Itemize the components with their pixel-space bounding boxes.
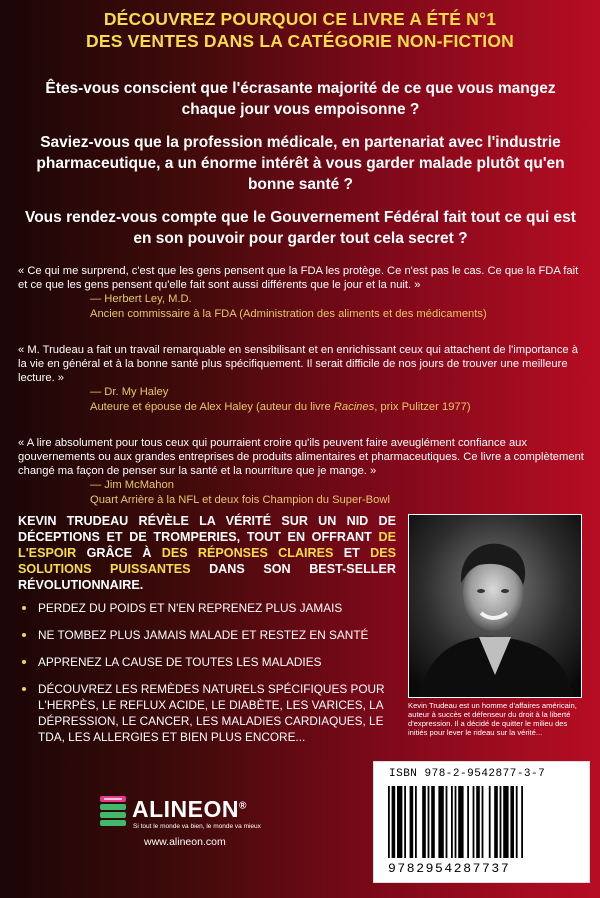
publisher-url: www.alineon.com bbox=[144, 836, 226, 848]
barcode-bar bbox=[388, 786, 390, 858]
testimonial-1 bbox=[18, 264, 588, 321]
list-item: PERDEZ DU POIDS ET N'EN REPRENEZ PLUS JAMAIS bbox=[18, 600, 398, 616]
testimonial-text: « Ce qui me surprend, c'est que les gens pensent que la FDA les protège. Ce n'est pas le cas. Ce que la FDA fait et ce que les gens pensent qu'elle fait sont aussi différents que le jour et la nuit. » bbox=[18, 265, 579, 292]
alineon-mark-icon bbox=[100, 796, 130, 832]
intro-highlight-solutions: DES SOLUTIONS PUISSANTES bbox=[18, 546, 397, 576]
barcode-bar bbox=[482, 786, 484, 858]
testimonial-2 bbox=[18, 343, 588, 414]
role-book-title: Racines bbox=[333, 400, 375, 413]
question-2: Saviez-vous que la profession médicale, en partenariat avec l'industrie pharmaceutique, a un énorme intérêt à vous garder malade plutôt qu'en bonne santé ? bbox=[36, 134, 565, 193]
barcode-bar bbox=[473, 786, 475, 858]
barcode-bar bbox=[397, 786, 402, 858]
list-item: DÉCOUVREZ LES REMÈDES NATURELS SPÉCIFIQUES POUR L'HERPÈS, LE REFLUX ACIDE, LE DIABÈTE, LES VARICES, LA DÉPRESSION, LE CANCER, LES MALADIES CARDIAQUES, LE TDA, LES ALLERGIES ET BIEN PLUS ENCORE... bbox=[18, 681, 398, 745]
barcode-bar bbox=[521, 786, 523, 858]
barcode-bar bbox=[392, 786, 396, 858]
testimonial-author: — Dr. My Haley bbox=[90, 386, 169, 399]
headline-line-2: DES VENTES DANS LA CATÉGORIE NON-FICTION bbox=[85, 31, 515, 51]
author-portrait-illustration bbox=[409, 515, 581, 697]
barcode-bar bbox=[458, 786, 463, 858]
benefits-list bbox=[18, 600, 398, 745]
intro-highlight-answers: DES RÉPONSES CLAIRES bbox=[161, 546, 334, 560]
registered-mark: ® bbox=[239, 800, 247, 812]
testimonial-author: — Jim McMahon bbox=[90, 479, 174, 492]
logo-wordmark bbox=[132, 796, 247, 823]
author-photo bbox=[408, 514, 582, 698]
barcode-bar bbox=[422, 786, 426, 858]
testimonial-role bbox=[18, 400, 588, 414]
barcode-bar bbox=[438, 786, 443, 858]
barcode-bar bbox=[489, 786, 491, 858]
barcode-bar bbox=[516, 786, 518, 858]
barcode-bar bbox=[494, 786, 498, 858]
intro-paragraph bbox=[18, 513, 396, 593]
barcode-digits: 9782954287737 bbox=[388, 861, 511, 876]
testimonial-text: « A lire absolument pour tous ceux qui pourraient croire qu'ils peuvent faire aveuglément confiance aux gouvernements ou aux grandes entreprises de produits alimentaires et pharmaceutiques. Ce livre a complètement changé ma façon de penser sur la santé et la nourriture que je mange. » bbox=[18, 436, 584, 478]
testimonial-author: — Herbert Ley, M.D. bbox=[90, 293, 192, 306]
barcode-bar bbox=[431, 786, 435, 858]
intro-text-2: GRÂCE À bbox=[76, 546, 162, 560]
testimonial-3 bbox=[18, 436, 588, 507]
intro-text-3: ET bbox=[333, 546, 371, 560]
barcode-bars bbox=[388, 786, 578, 858]
barcode-bar bbox=[503, 786, 508, 858]
barcode-bar bbox=[500, 786, 502, 858]
testimonials bbox=[18, 264, 588, 529]
author-caption: Kevin Trudeau est un homme d'affaires américain, auteur à succès et défenseur du droit à la liberté d'expression. Il a décidé de quitter le milieu des initiés pour lever le rideau sur la vérité... bbox=[408, 701, 577, 737]
logo-name-text: ALINEON bbox=[132, 796, 239, 822]
list-item: APPRENEZ LA CAUSE DE TOUTES LES MALADIES bbox=[18, 654, 398, 670]
barcode-bar bbox=[455, 786, 457, 858]
role-prefix: Auteure et épouse de Alex Haley (auteur du livre bbox=[90, 400, 334, 413]
testimonial-role: Ancien commissaire à la FDA (Administration des aliments et des médicaments) bbox=[90, 307, 487, 320]
barcode-bar bbox=[415, 786, 417, 858]
barcode-bar bbox=[467, 786, 469, 858]
intro-text-4: DANS SON BEST-SELLER RÉVOLUTIONNAIRE. bbox=[18, 562, 396, 592]
publisher-logo bbox=[100, 794, 300, 854]
barcode-bar bbox=[510, 786, 514, 858]
isbn-barcode bbox=[373, 761, 590, 883]
headline bbox=[0, 8, 600, 52]
barcode-bar bbox=[410, 786, 414, 858]
testimonial-role: Quart Arrière à la NFL et deux fois Champion du Super-Bowl bbox=[90, 493, 390, 506]
barcode-bar bbox=[451, 786, 453, 858]
barcode-bar bbox=[428, 786, 430, 858]
isbn-label: ISBN 978-2-9542877-3-7 bbox=[389, 768, 546, 780]
intro-highlight-hope: DE L'ESPOIR bbox=[18, 530, 396, 560]
list-item: NE TOMBEZ PLUS JAMAIS MALADE ET RESTEZ EN SANTÉ bbox=[18, 627, 398, 643]
questions-block bbox=[18, 78, 583, 261]
logo-tagline: Si tout le monde va bien, le monde va mieux bbox=[133, 823, 261, 830]
barcode-bar bbox=[476, 786, 480, 858]
question-3: Vous rendez-vous compte que le Gouvernement Fédéral fait tout ce qui est en son pouvoir pour garder tout cela secret ? bbox=[25, 209, 576, 247]
intro-text-1: KEVIN TRUDEAU RÉVÈLE LA VÉRITÉ SUR UN NID DE DÉCEPTIONS ET DE TROMPERIES, TOUT EN OFFRANT bbox=[18, 514, 396, 544]
testimonial-text: « M. Trudeau a fait un travail remarquable en sensibilisant et en enrichissant ceux qui attachent de l'importance à la vie en général et à la bonne santé plus spécifiquement. Il serait difficile de nos jours de trouver une meilleure lecture. » bbox=[18, 343, 578, 385]
headline-line-1: DÉCOUVREZ POURQUOI CE LIVRE A ÉTÉ N°1 bbox=[103, 9, 497, 29]
barcode-bar bbox=[446, 786, 448, 858]
barcode-bar bbox=[404, 786, 406, 858]
question-1: Êtes-vous conscient que l'écrasante majorité de ce que vous mangez chaque jour vous empoisonne ? bbox=[45, 80, 556, 118]
role-suffix: , prix Pulitzer 1977) bbox=[374, 400, 471, 413]
